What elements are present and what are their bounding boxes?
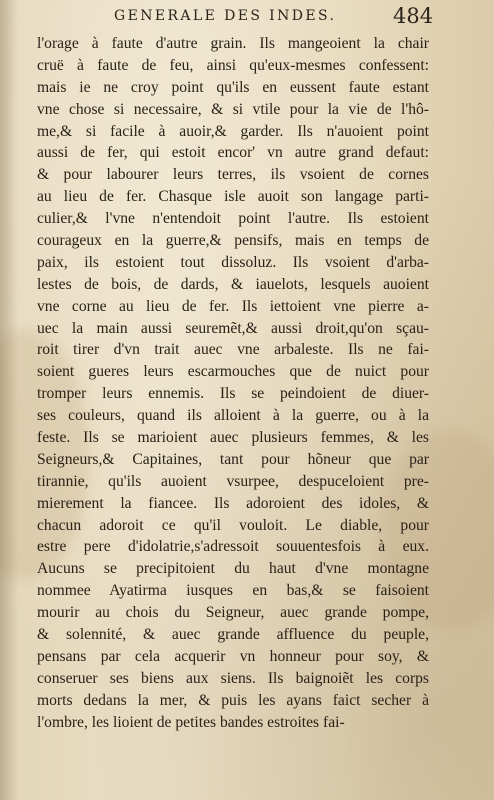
text-line: vne chose si necessaire, & si vtile pour la vie de l'hô- xyxy=(37,100,429,118)
text-line: aussi de fer, qui estoit encor' vn autre grand defaut: xyxy=(37,144,429,162)
text-line: morts dedans la mer, & puis les ayans faict secher à xyxy=(37,691,429,709)
text-line: & pour labourer leurs terres, ils vsoient de cornes xyxy=(37,166,429,184)
text-line: mais ie ne croy point qu'ils en eussent faute estant xyxy=(37,78,429,96)
text-line: conseruer ses biens aux siens. Ils baignoiẽt les corps xyxy=(37,669,429,687)
text-line: l'ombre, les lioient de petites bandes estroites fai- xyxy=(37,713,345,731)
text-line: roit tirer d'vn trait auec vne arbaleste. Ils ne fai- xyxy=(37,341,429,359)
text-line: tirannie, qu'ils auoient vsurpee, despuceloient pre- xyxy=(37,472,429,490)
text-line: mierement la fiancee. Ils adoroient des idoles, & xyxy=(37,494,429,512)
text-line: estre pere d'idolatrie,s'adressoit souuentesfois à eux. xyxy=(37,538,429,556)
text-line: cruë à faute de feu, ainsi qu'eux-mesmes confessent: xyxy=(37,56,429,74)
text-line: me,& si facile à auoir,& garder. Ils n'auoient point xyxy=(37,122,429,140)
text-line: l'orage à faute d'autre grain. Ils mangeoient la chair xyxy=(37,35,429,52)
text-line: Seigneurs,& Capitaines, tant pour hõneur que par xyxy=(37,450,429,468)
body-text xyxy=(37,33,429,734)
text-line: uec la main aussi seuremẽt,& aussi droit,qu'on sçau- xyxy=(37,319,429,337)
text-line: culier,& l'vne n'entendoit point l'autre. Ils estoient xyxy=(37,210,429,228)
text-line: courageux en la guerre,& pensifs, mais en temps de xyxy=(37,232,429,250)
text-line: ses couleurs, quand ils alloient à la guerre, ou à la xyxy=(37,407,429,425)
running-title: GENERALE DES INDES. xyxy=(114,8,337,24)
text-line: Aucuns se precipitoient du haut d'vne montagne xyxy=(37,560,429,578)
text-line: paix, ils estoient tout dissoluz. Ils vsoient d'arba- xyxy=(37,253,429,271)
text-line: nommee Ayatirma iusques en bas,& se faisoient xyxy=(37,582,429,600)
text-line: chacun adoroit ce qu'il vouloit. Le diable, pour xyxy=(37,516,429,534)
running-head xyxy=(0,6,494,32)
text-line: pensans par cela acquerir vn honneur pour soy, & xyxy=(37,647,429,665)
text-line: vne corne au lieu de fer. Ils iettoient vne pierre a- xyxy=(37,297,429,315)
text-line: au lieu de fer. Chasque isle auoit son langage parti- xyxy=(37,188,429,206)
text-line: feste. Ils se marioient auec plusieurs femmes, & les xyxy=(37,429,429,447)
text-line: lestes de bois, de dards, & iauelots, lesquels auoient xyxy=(37,275,429,293)
text-line: tromper leurs ennemis. Ils se peindoient de diuer- xyxy=(37,385,429,403)
text-line: soient gueres leurs escarmouches que de nuict pour xyxy=(37,363,429,381)
binding-shadow xyxy=(0,0,18,800)
page-number: 484 xyxy=(393,4,434,28)
text-line: & solennité, & auec grande affluence du peuple, xyxy=(37,626,429,644)
text-line: mourir au chois du Seigneur, auec grande pompe, xyxy=(37,604,429,622)
